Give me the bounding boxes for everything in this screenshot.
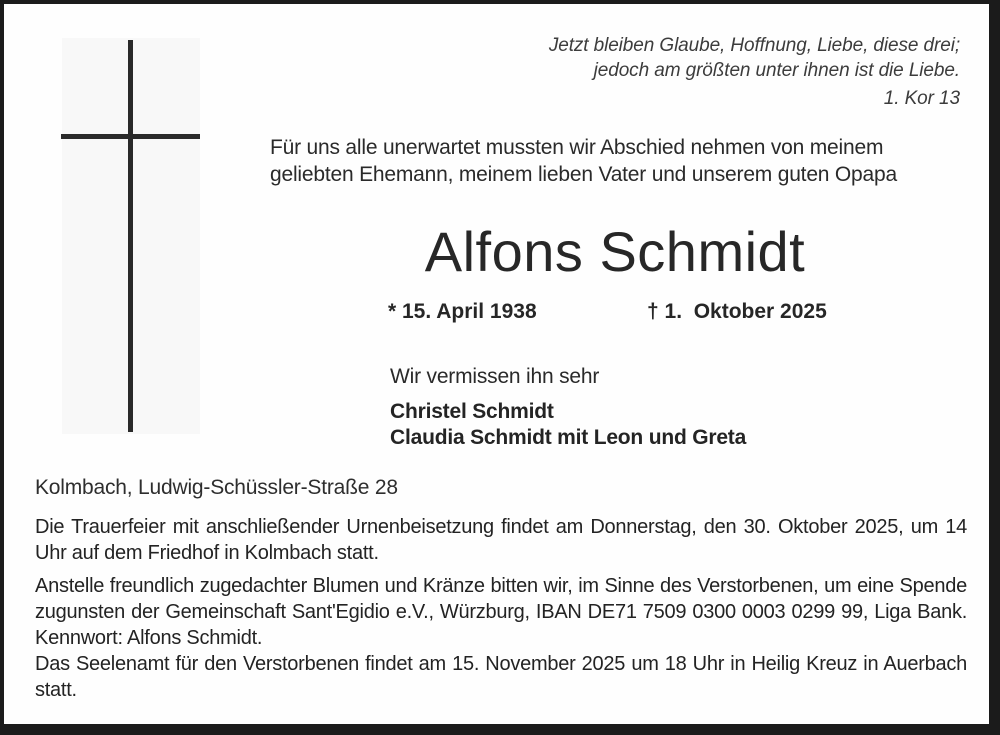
- address-line: Kolmbach, Ludwig-Schüssler-Straße 28: [35, 476, 398, 499]
- mourning-phrase: Wir vermissen ihn sehr: [390, 365, 600, 388]
- mourner-name: Claudia Schmidt mit Leon und Greta: [390, 426, 747, 449]
- quote-source: 1. Kor 13: [883, 88, 960, 109]
- quote-line-1: Jetzt bleiben Glaube, Hoffnung, Liebe, diese drei;: [548, 35, 960, 56]
- mourners-list: [390, 399, 746, 451]
- mourner-name: Christel Schmidt: [390, 400, 554, 423]
- cross-horizontal-bar: [61, 134, 200, 139]
- quote-line-2: jedoch am größten unter ihnen ist die Liebe.: [593, 60, 960, 81]
- birth-date: * 15. April 1938: [388, 300, 537, 323]
- scripture-quote: [500, 33, 960, 111]
- deceased-name: Alfons Schmidt: [424, 220, 806, 283]
- funeral-info-paragraph: Die Trauerfeier mit anschließender Urnenbeisetzung findet am Donnerstag, den 30. Oktober 2025, um 14 Uhr auf dem Friedhof in Kolmbach statt.: [35, 516, 967, 564]
- memorial-service-paragraph: Das Seelenamt für den Verstorbenen findet am 15. November 2025 um 18 Uhr in Heilig Kreuz in Auerbach statt.: [35, 653, 967, 701]
- cross-vertical-bar: [128, 40, 133, 432]
- donation-info-paragraph: Anstelle freundlich zugedachter Blumen und Kränze bitten wir, im Sinne des Verstorbenen, um eine Spende zugunsten der Gemeinschaft Sant'Egidio e.V., Würzburg, IBAN DE71 7509 0300 0003 0299 99, Liga Bank. Kennwort: Alfons Schmidt.: [35, 575, 967, 649]
- death-date: † 1. Oktober 2025: [647, 300, 827, 323]
- intro-text: Für uns alle unerwartet mussten wir Abschied nehmen von meinem geliebten Ehemann, meinem lieben Vater und unserem guten Opapa: [270, 136, 897, 186]
